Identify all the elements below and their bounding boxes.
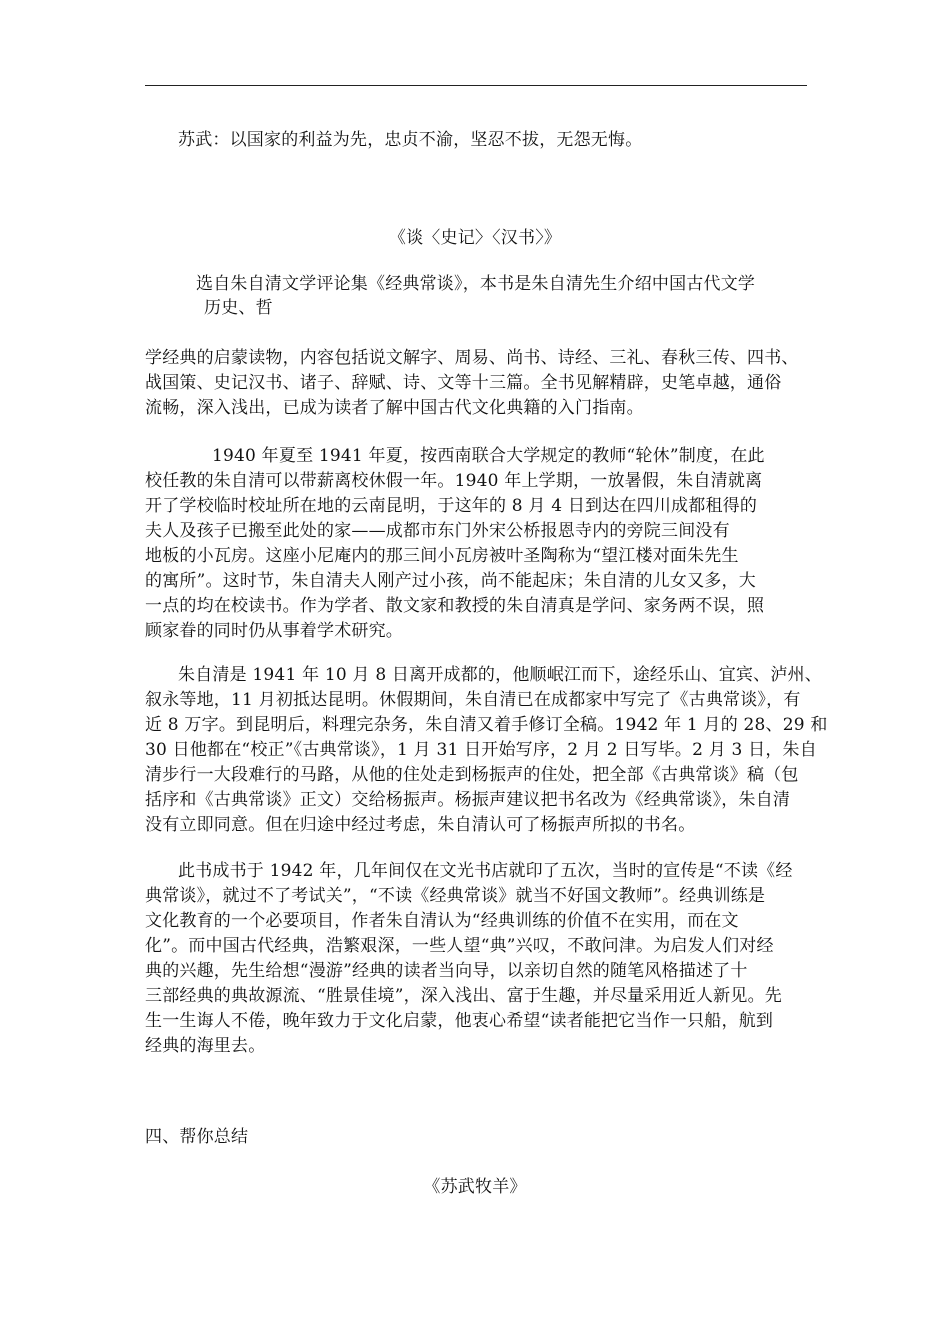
para2-line: 朱自清是 1941 年 10 月 8 日离开成都的，他顺岷江而下，途经乐山、宜宾、泸州、 — [178, 665, 822, 685]
para3-line: 化”。而中国古代经典，浩繁艰深，一些人望“典”兴叹，不敢问津。为启发人们对经 — [145, 936, 774, 956]
para2-line: 括序和《古典常谈》正文）交给杨振声。杨振声建议把书名改为《经典常谈》，朱自清 — [145, 790, 791, 810]
para3-line: 文化教育的一个必要项目，作者朱自清认为“经典训练的价值不在实用，而在文 — [145, 911, 739, 931]
intro-line-4: 战国策、史记汉书、诸子、辞赋、诗、文等十三篇。全书见解精辟，史笔卓越，通俗 — [145, 373, 782, 393]
para1-line: 夫人及孩子已搬至此处的家——成都市东门外宋公桥报恩寺内的旁院三间没有 — [145, 521, 730, 541]
section-heading-summary: 四、帮你总结 — [145, 1127, 249, 1147]
para1-line: 一点的均在校读书。作为学者、散文家和教授的朱自清真是学问、家务两不误，照 — [145, 596, 765, 616]
para1-line: 开了学校临时校址所在地的云南昆明，于这年的 8 月 4 日到达在四川成都租得的 — [145, 496, 758, 516]
title-talk-shiji-hanshu: 《谈〈史记〉〈汉书〉》 — [388, 228, 562, 248]
para3-line: 典常谈》，就过不了考试关”，“不读《经典常谈》就当不好国文教师”。经典训练是 — [145, 886, 766, 906]
intro-line-2: 历史、哲 — [204, 298, 273, 318]
intro-line-5: 流畅，深入浅出，已成为读者了解中国古代文化典籍的入门指南。 — [145, 398, 644, 418]
su-wu-summary: 苏武：以国家的利益为先，忠贞不渝，坚忍不拔，无怨无悔。 — [178, 130, 643, 150]
para2-line: 没有立即同意。但在归途中经过考虑，朱自清认可了杨振声所拟的书名。 — [145, 815, 696, 835]
para3-line: 三部经典的典故源流、“胜景佳境”，深入浅出、富于生趣，并尽量采用近人新见。先 — [145, 986, 782, 1006]
para1-line: 校任教的朱自清可以带薪离校休假一年。1940 年上学期，一放暑假，朱自清就离 — [145, 471, 763, 491]
para1-line: 1940 年夏至 1941 年夏，按西南联合大学规定的教师“轮休”制度，在此 — [212, 446, 765, 466]
para3-line: 此书成书于 1942 年，几年间仅在文光书店就印了五次，当时的宣传是“不读《经 — [178, 861, 793, 881]
header-rule — [145, 85, 807, 86]
para3-line: 生一生诲人不倦，晚年致力于文化启蒙，他衷心希望“读者能把它当作一只船，航到 — [145, 1011, 774, 1031]
title-suwu-muyang: 《苏武牧羊》 — [423, 1177, 527, 1197]
para2-line: 30 日他都在“校正”《古典常谈》，1 月 31 日开始写序，2 月 2 日写毕。2 月 3 日，朱自 — [145, 740, 817, 760]
intro-line-3: 学经典的启蒙读物，内容包括说文解字、周易、尚书、诗经、三礼、春秋三传、四书、 — [145, 348, 799, 368]
para2-line: 近 8 万字。到昆明后，料理完杂务，朱自清又着手修订全稿。1942 年 1 月的 28、29 和 — [145, 715, 828, 735]
para3-line: 典的兴趣，先生给想“漫游”经典的读者当向导，以亲切自然的随笔风格描述了十 — [145, 961, 748, 981]
para1-line: 的寓所”。这时节，朱自清夫人刚产过小孩，尚不能起床；朱自清的儿女又多，大 — [145, 571, 756, 591]
intro-line-1: 选自朱自清文学评论集《经典常谈》，本书是朱自清先生介绍中国古代文学 — [196, 274, 756, 294]
para2-line: 清步行一大段难行的马路，从他的住处走到杨振声的住处，把全部《古典常谈》稿（包 — [145, 765, 799, 785]
para1-line: 地板的小瓦房。这座小尼庵内的那三间小瓦房被叶圣陶称为“望江楼对面朱先生 — [145, 546, 739, 566]
para1-line: 顾家眷的同时仍从事着学术研究。 — [145, 621, 403, 641]
para3-line: 经典的海里去。 — [145, 1036, 266, 1056]
para2-line: 叙永等地，11 月初抵达昆明。休假期间，朱自清已在成都家中写完了《古典常谈》，有 — [145, 690, 801, 710]
